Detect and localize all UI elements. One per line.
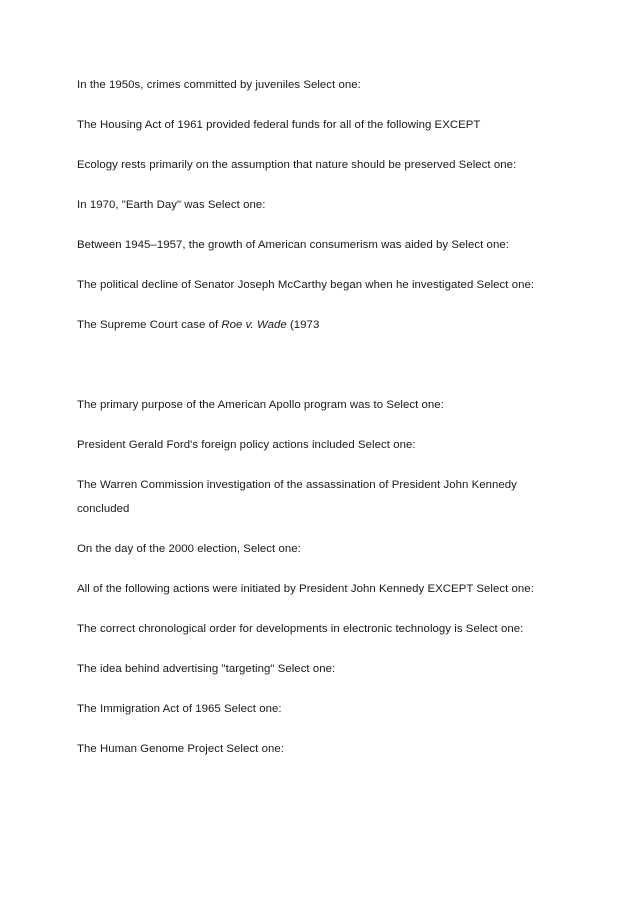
question-electronic-technology: The correct chronological order for developments in electronic technology is Select one:: [77, 623, 524, 635]
question-ecology: Ecology rests primarily on the assumption that nature should be preserved Select one:: [77, 159, 517, 171]
question-immigration-act: The Immigration Act of 1965 Select one:: [77, 703, 282, 715]
case-name: Roe v. Wade: [221, 319, 287, 331]
question-ford: President Gerald Ford's foreign policy actions included Select one:: [77, 439, 416, 451]
question-apollo: The primary purpose of the American Apollo program was to Select one:: [77, 399, 444, 411]
question-roe-v-wade: [77, 318, 557, 332]
question-warren-commission-continued: concluded: [77, 503, 130, 515]
question-roe-prefix: The Supreme Court case of: [77, 319, 222, 331]
question-warren-commission: The Warren Commission investigation of the assassination of President John Kennedy: [77, 479, 517, 491]
question-human-genome: The Human Genome Project Select one:: [77, 743, 284, 755]
question-juvenile-crime: In the 1950s, crimes committed by juveniles Select one:: [77, 79, 361, 91]
question-mccarthy: The political decline of Senator Joseph McCarthy began when he investigated Select one:: [77, 279, 535, 291]
question-consumerism: Between 1945–1957, the growth of American consumerism was aided by Select one:: [77, 239, 509, 251]
question-kennedy-actions: All of the following actions were initiated by President John Kennedy EXCEPT Select one:: [77, 583, 534, 595]
question-roe-suffix: (1973: [286, 319, 320, 331]
question-earth-day: In 1970, "Earth Day" was Select one:: [77, 199, 266, 211]
question-2000-election: On the day of the 2000 election, Select one:: [77, 543, 301, 555]
question-advertising-targeting: The idea behind advertising "targeting" Select one:: [77, 663, 336, 675]
question-housing-act: The Housing Act of 1961 provided federal funds for all of the following EXCEPT: [77, 119, 481, 131]
